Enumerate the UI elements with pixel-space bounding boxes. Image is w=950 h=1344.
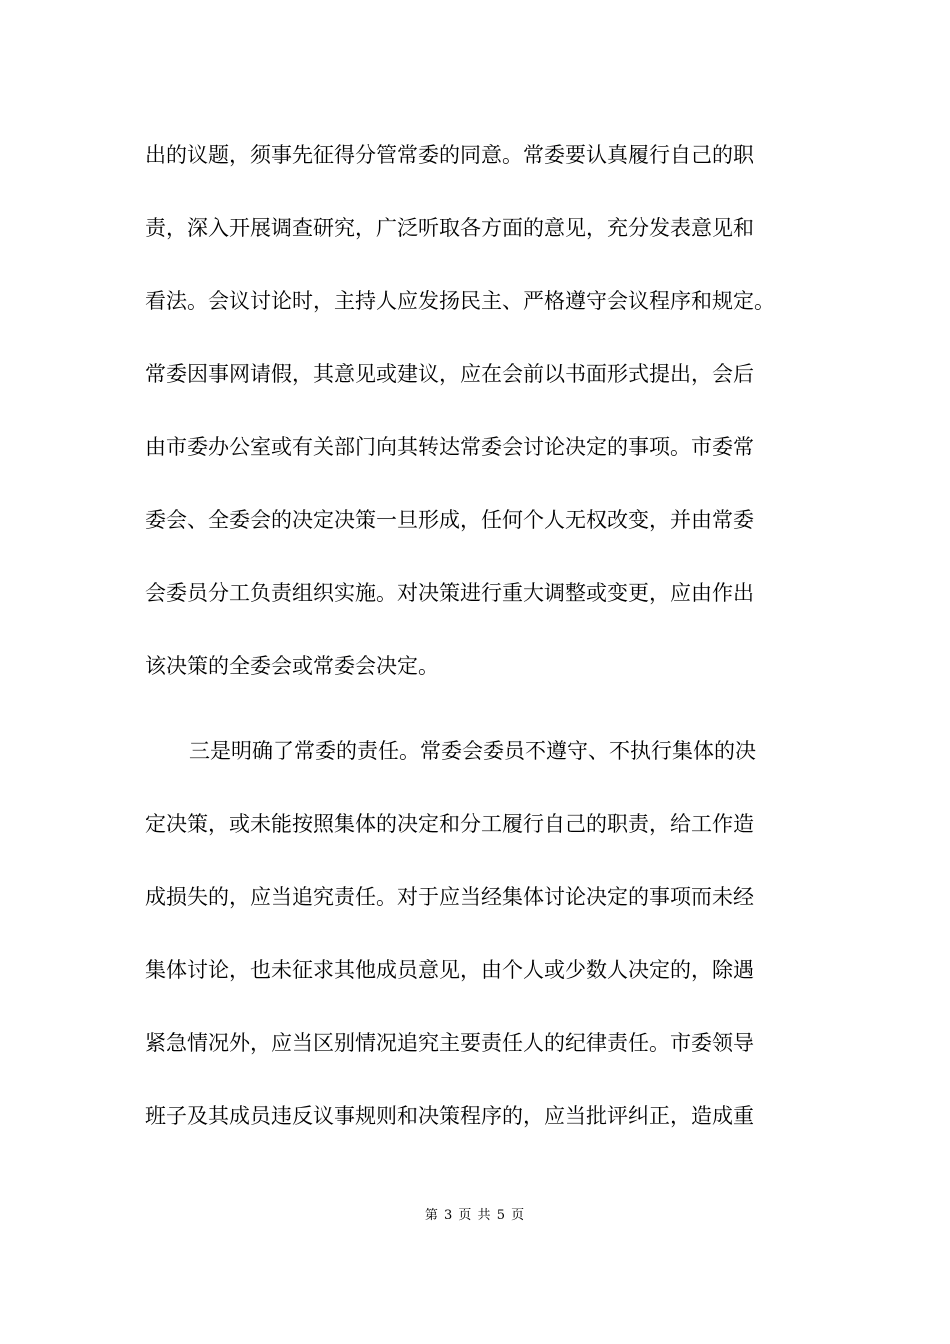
paragraph-line: 委会、全委会的决定决策一旦形成，任何个人无权改变，并由常委 bbox=[145, 508, 754, 532]
paragraph-line: 定决策，或未能按照集体的决定和分工履行自己的职责，给工作造 bbox=[145, 812, 754, 836]
paragraph-line: 成损失的，应当追究责任。对于应当经集体讨论决定的事项而未经 bbox=[145, 885, 754, 909]
paragraph-line: 由市委办公室或有关部门向其转达常委会讨论决定的事项。市委常 bbox=[145, 435, 754, 459]
paragraph-line: 三是明确了常委的责任。常委会委员不遵守、不执行集体的决 bbox=[189, 739, 756, 763]
paragraph-line: 班子及其成员违反议事规则和决策程序的，应当批评纠正，造成重 bbox=[145, 1104, 754, 1128]
paragraph-line: 常委因事网请假，其意见或建议，应在会前以书面形式提出，会后 bbox=[145, 362, 754, 386]
paragraph-line: 责，深入开展调查研究，广泛听取各方面的意见，充分发表意见和 bbox=[145, 216, 754, 240]
paragraph-line: 会委员分工负责组织实施。对决策进行重大调整或变更，应由作出 bbox=[145, 581, 754, 605]
page-number-footer: 第 3 页 共 5 页 bbox=[424, 1208, 526, 1223]
paragraph-line: 紧急情况外，应当区别情况追究主要责任人的纪律责任。市委领导 bbox=[145, 1031, 754, 1055]
paragraph-line: 看法。会议讨论时，主持人应发扬民主、严格遵守会议程序和规定。 bbox=[145, 289, 775, 313]
paragraph-line: 集体讨论，也未征求其他成员意见，由个人或少数人决定的，除遇 bbox=[145, 958, 754, 982]
paragraph-line: 出的议题，须事先征得分管常委的同意。常委要认真履行自己的职 bbox=[145, 143, 754, 167]
paragraph-line: 该决策的全委会或常委会决定。 bbox=[145, 654, 439, 678]
